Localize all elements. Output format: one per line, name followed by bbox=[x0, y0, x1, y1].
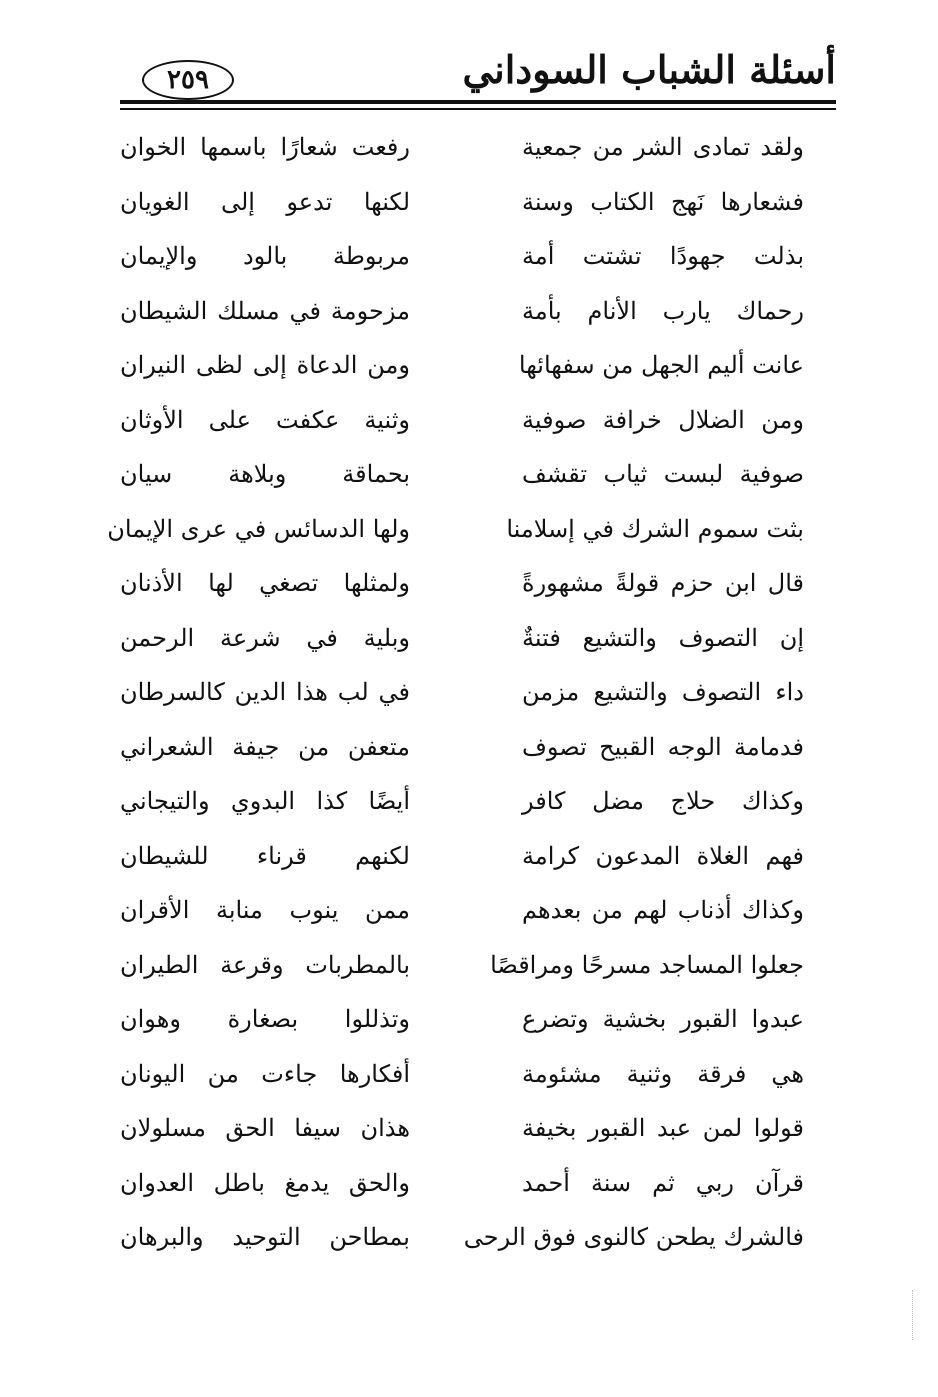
verse-first-hemistich: فدمامة الوجه القبيح تصوف bbox=[522, 732, 804, 761]
verse-line bbox=[0, 120, 938, 175]
page-number: ٢٥٩ bbox=[167, 65, 209, 95]
verse-line bbox=[0, 284, 938, 339]
verse-first-hemistich: ومن الضلال خرافة صوفية bbox=[522, 405, 804, 434]
verse-second-hemistich: مربوطة بالود والإيمان bbox=[120, 242, 410, 270]
header-rule-thick bbox=[120, 100, 836, 104]
verse-first-hemistich: فهم الغلاة المدعون كرامة bbox=[522, 841, 804, 870]
verse-second-hemistich: مزحومة في مسلك الشيطان bbox=[120, 296, 410, 325]
verse-second-hemistich: بحماقة وبلاهة سيان bbox=[120, 460, 410, 488]
verse-second-hemistich: ولها الدسائس في عرى الإيمان bbox=[107, 514, 410, 543]
verse-second-hemistich: رفعت شعارًا باسمها الخوان bbox=[120, 133, 410, 161]
verse-line bbox=[0, 175, 938, 230]
verse-first-hemistich: عانت أليم الجهل من سفهائها bbox=[518, 351, 804, 379]
verse-first-hemistich: قولوا لمن عبد القبور بخيفة bbox=[522, 1114, 804, 1142]
verse-line bbox=[0, 1156, 938, 1211]
header-rule-thin bbox=[120, 108, 836, 110]
verse-line bbox=[0, 502, 938, 557]
verse-line bbox=[0, 556, 938, 611]
verse-first-hemistich: جعلوا المساجد مسرحًا ومراقصًا bbox=[490, 950, 804, 979]
verse-line bbox=[0, 338, 938, 393]
verse-first-hemistich: إن التصوف والتشيع فتنةٌ bbox=[522, 623, 804, 652]
verse-second-hemistich: وتذللوا بصغارة وهوان bbox=[120, 1005, 410, 1033]
verse-second-hemistich: ومن الدعاة إلى لظى النيران bbox=[120, 351, 410, 379]
verse-second-hemistich: ولمثلها تصغي لها الأذنان bbox=[120, 569, 410, 597]
verse-second-hemistich: هذان سيفا الحق مسلولان bbox=[120, 1114, 410, 1142]
verse-second-hemistich: وثنية عكفت على الأوثان bbox=[120, 405, 410, 434]
verse-second-hemistich: والحق يدمغ باطل العدوان bbox=[120, 1168, 410, 1197]
verse-second-hemistich: في لب هذا الدين كالسرطان bbox=[120, 678, 410, 706]
verse-second-hemistich: أيضًا كذا البدوي والتيجاني bbox=[120, 787, 410, 815]
verse-first-hemistich: قال ابن حزم قولةً مشهورةً bbox=[522, 569, 804, 597]
verse-second-hemistich: ممن ينوب منابة الأقران bbox=[120, 896, 410, 924]
verse-line bbox=[0, 774, 938, 829]
verse-line bbox=[0, 938, 938, 993]
verse-second-hemistich: وبلية في شرعة الرحمن bbox=[120, 623, 410, 652]
page-number-badge bbox=[142, 60, 234, 100]
verse-line bbox=[0, 447, 938, 502]
verse-first-hemistich: قرآن ربي ثم سنة أحمد bbox=[522, 1168, 804, 1197]
verse-first-hemistich: فالشرك يطحن كالنوى فوق الرحى bbox=[463, 1223, 804, 1251]
verse-second-hemistich: أفكارها جاءت من اليونان bbox=[120, 1059, 410, 1088]
scan-edge-mark bbox=[912, 1290, 919, 1340]
verse-second-hemistich: لكنها تدعو إلى الغويان bbox=[120, 187, 410, 216]
verse-line bbox=[0, 829, 938, 884]
verse-first-hemistich: صوفية لبست ثياب تقشف bbox=[522, 460, 804, 488]
verse-line bbox=[0, 883, 938, 938]
verse-line bbox=[0, 665, 938, 720]
verse-line bbox=[0, 229, 938, 284]
verse-first-hemistich: داء التصوف والتشيع مزمن bbox=[522, 678, 804, 706]
verse-second-hemistich: لكنهم قرناء للشيطان bbox=[120, 841, 410, 870]
verse-line bbox=[0, 720, 938, 775]
verse-first-hemistich: فشعارها نَهج الكتاب وسنة bbox=[522, 187, 804, 216]
verse-line bbox=[0, 393, 938, 448]
verse-first-hemistich: رحماك يارب الأنام بأمة bbox=[522, 296, 804, 325]
verse-line bbox=[0, 1210, 938, 1265]
verse-first-hemistich: وكذاك حلاج مضل كافر bbox=[522, 787, 804, 815]
verse-first-hemistich: بثت سموم الشرك في إسلامنا bbox=[506, 514, 804, 543]
poem-body bbox=[0, 120, 938, 1250]
verse-line bbox=[0, 1047, 938, 1102]
verse-first-hemistich: بذلت جهودًا تشتت أمة bbox=[522, 242, 804, 270]
verse-second-hemistich: متعفن من جيفة الشعراني bbox=[120, 732, 410, 761]
verse-first-hemistich: ولقد تمادى الشر من جمعية bbox=[522, 133, 804, 161]
verse-line bbox=[0, 611, 938, 666]
verse-second-hemistich: بالمطربات وقرعة الطيران bbox=[120, 950, 410, 979]
verse-first-hemistich: وكذاك أذناب لهم من بعدهم bbox=[522, 896, 804, 924]
verse-second-hemistich: بمطاحن التوحيد والبرهان bbox=[120, 1223, 410, 1251]
verse-line bbox=[0, 1101, 938, 1156]
verse-line bbox=[0, 992, 938, 1047]
verse-first-hemistich: هي فرقة وثنية مشئومة bbox=[522, 1059, 804, 1088]
verse-first-hemistich: عبدوا القبور بخشية وتضرع bbox=[522, 1005, 804, 1033]
book-title: أسئلة الشباب السوداني bbox=[462, 47, 836, 92]
